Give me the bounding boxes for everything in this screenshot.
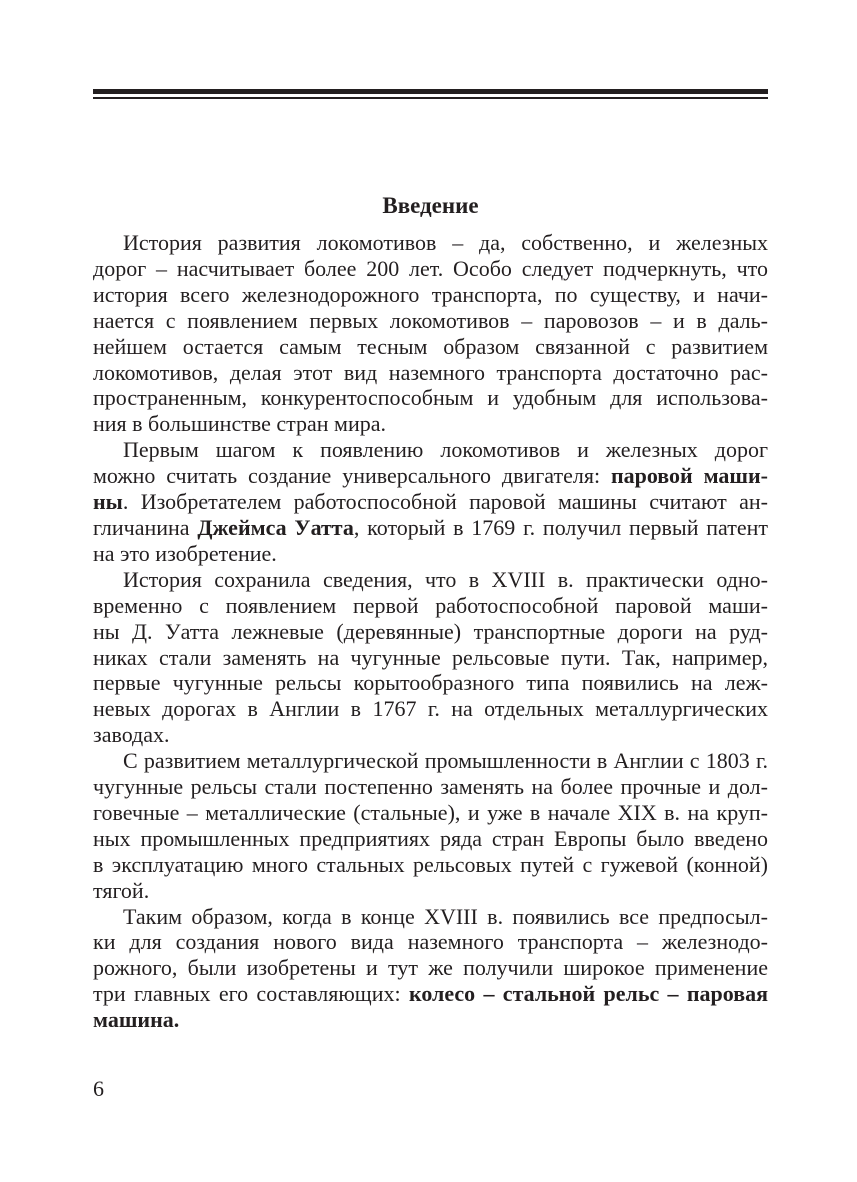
text-line: история всего железнодорожного транспорта, по существу, и начи- [93,281,768,307]
text-line [93,1007,768,1033]
bold-term: колесо – стальной рельс – паровая [408,981,768,1007]
text-line: невых дорогах в Англии в 1767 г. на отдельных металлургических [93,696,768,722]
text-line: ния в большинстве стран мира. [93,411,387,437]
paragraph [93,230,768,437]
text-line: гличанина Джеймса Уатта, который в 1769 г. получил первый патент [93,514,769,540]
text-line: С развитием металлургической промышленности в Англии с 1803 г. [123,748,768,774]
bold-term: ны [93,489,123,515]
page-body [93,190,768,1033]
text-line: нейшем остается самым тесным образом связанной с развитием [93,333,768,359]
text-line: Таким образом, когда в конце XVIII в. появились все предпосыл- [123,903,768,929]
text-line: ных промышленных предприятиях ряда стран Европы было введено [93,825,768,851]
text-line: История развития локомотивов – да, собственно, и железных [123,230,768,255]
text-line: в эксплуатацию много стальных рельсовых путей с гужевой (конной) [93,851,768,877]
text-line: никах стали заменять на чугунные рельсовые пути. Так, например, [93,644,768,670]
chapter-heading: Введение [382,193,479,218]
bold-term: машина. [93,1007,180,1033]
text-line: на это изобретение. [93,540,277,566]
text-line: заводах. [93,722,170,748]
bold-term: Джеймса Уатта [197,514,354,540]
text-line: ны. Изобретателем работоспособной паровой машины считают ан- [93,489,768,515]
header-rule-thin [93,97,768,99]
text-line: рожного, были изобретены и тут же получили широкое применение [93,955,768,981]
page-number: 6 [93,1076,104,1101]
paragraph [93,567,768,748]
paragraph [93,904,768,1034]
text-line: говечные – металлические (стальные), и уже в начале XIX в. на круп- [93,799,768,825]
text-line: чугунные рельсы стали постепенно заменять на более прочные и дол- [93,774,768,800]
text-line: Первым шагом к появлению локомотивов и железных дорог [123,437,768,463]
paragraph [93,748,768,903]
paragraphs [93,230,768,1033]
text-line: пространенным, конкурентоспособным и удобным для использова- [93,385,768,411]
text-line: временно с появлением первой работоспособной паровой маши- [93,592,768,618]
text-line: ки для создания нового вида наземного транспорта – железнодо- [93,929,768,955]
text-line: История сохранила сведения, что в XVIII в. практически одно- [123,566,768,592]
text-line: можно считать создание универсального двигателя: паровой маши- [93,463,768,489]
text-line: первые чугунные рельсы корытообразного типа появились на леж- [93,670,768,696]
text-line: тягой. [93,877,150,903]
text-line: локомотивов, делая этот вид наземного транспорта достаточно рас- [93,359,768,385]
paragraph [93,437,768,567]
text-line: дорог – насчитывает более 200 лет. Особо следует подчеркнуть, что [93,255,768,281]
text-line: три главных его составляющих: колесо – стальной рельс – паровая [93,981,768,1007]
bold-term: паровой маши- [610,463,768,489]
text-line: ны Д. Уатта лежневые (деревянные) транспортные дороги на руд- [93,618,768,644]
text-line: нается с появлением первых локомотивов – паровозов – и в даль- [93,307,768,333]
header-rule-thick [93,89,768,94]
